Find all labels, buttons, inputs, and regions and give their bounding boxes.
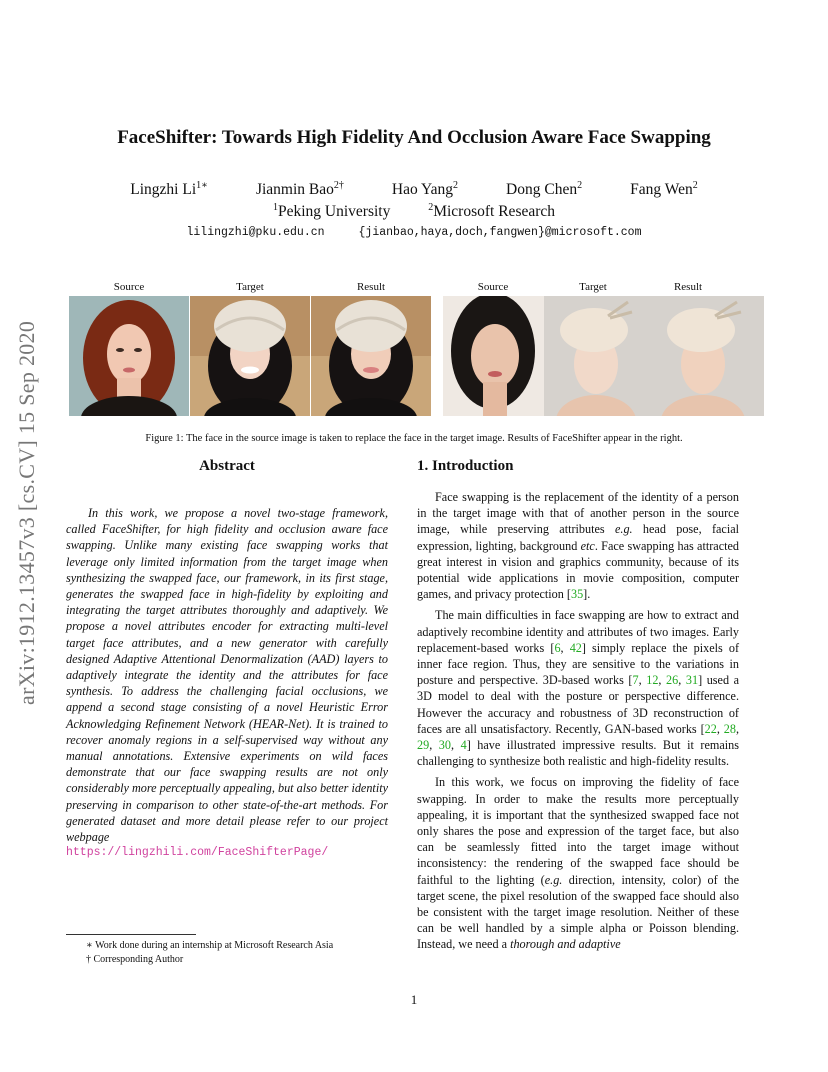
citation-link[interactable]: 4 xyxy=(460,738,467,753)
citation-link[interactable]: 31 xyxy=(685,673,699,688)
author: Fang Wen$^2$ xyxy=(630,180,698,199)
footnotes xyxy=(66,939,388,967)
figure-label-source: Source xyxy=(113,281,145,293)
figure-label-result: Result xyxy=(673,281,703,293)
result-face-photo-1 xyxy=(311,296,431,416)
page-number: 1 xyxy=(410,992,418,1007)
citation-link[interactable]: 7 xyxy=(632,673,639,688)
paper-title: FaceShifter: Towards High Fidelity And Occlusion Aware Face Swapping xyxy=(117,127,711,148)
figure-caption: Figure 1: The face in the source image is taken to replace the face in the target image. Results of FaceShifter appear in the right. xyxy=(145,433,683,444)
footnote: ∗ Work done during an internship at Microsoft Research Asia xyxy=(86,940,334,951)
author: Hao Yang$^2$ xyxy=(391,180,459,199)
author-list xyxy=(0,180,828,199)
citation-link[interactable]: 35 xyxy=(570,587,584,602)
target-face-photo-1 xyxy=(190,296,310,416)
intro-paragraph: In this work, we focus on improving the fidelity of face swapping. In order to make the results more perceptually appealing, it is important that the synthesized swapped face not only shares the pose and expression of the target face, but also can be seamlessly fitted into the target image without inconsistency: the rendering of the swapped face should be faithful to the lighting (e.g. direction, intensity, color) of the target scene, the pixel resolution of the swapped face should also be consistent with the target image resolution. Neither of these can be well handled by a simple alpha or Poisson blending. Instead, we need a thorough and adaptive xyxy=(417,775,739,952)
intro-body xyxy=(417,489,739,958)
author: Dong Chen$^2$ xyxy=(506,180,583,199)
citation-link[interactable]: 12 xyxy=(646,673,659,688)
intro-paragraph: Face swapping is the replacement of the identity of a person in the target image with that of another person in the source image, while preserving attributes e.g. head pose, facial expression, lighting, background etc. Face swapping has attracted great interest in vision and graphics community, because of its potential wide applications in movie composition, computer games, and privacy protection [35]. xyxy=(417,490,740,602)
arxiv-stamp: arXiv:1912.13457v3 [cs.CV] 15 Sep 2020 xyxy=(14,320,39,705)
figure-label-target: Target xyxy=(236,281,264,293)
citation-link[interactable]: 28 xyxy=(723,721,736,736)
abstract-body: In this work, we propose a novel two-stage framework, called FaceShifter, for high fidelity and occlusion aware face swapping. Unlike many existing face swapping works that leverage only limited information from the target image when synthesizing the swapped face, our framework, in its first stage, generates the swapped face in high-fidelity by exploiting and integrating the target attributes thoroughly and adaptively. We propose a novel attributes encoder for extracting multi-level target face attributes, and a new generator with carefully designed Adaptive Attentional Denormalization (AAD) layers to adaptively integrate the identity and the attributes for face synthesis. To address the challenging facial occlusions, we append a second stage consisting of a novel Heuristic Error Acknowledging Refinement Network (HEAR-Net). It is trained to recover anomaly regions in a self-supervised way without any manual annotations. Extensive experiments on wild faces demonstrate that our face swapping results are not only considerably more perceptually appealing, but also better identity preserving in comparison to other state-of-the-art methods. For generated dataset and more detail please refer to our project webpage https://lingzhili.com/FaceShifterPage/ xyxy=(66,505,388,861)
citation-link[interactable]: 42 xyxy=(569,640,582,655)
target-face-photo-2 xyxy=(544,296,645,416)
footnote-divider xyxy=(66,934,196,935)
intro-paragraph: The main difficulties in face swapping are how to extract and adaptively recombine identity and attributes of two images. Early replacement-based works [6, 42] simply replace the pixels of inner face region. Thus, they are sensitive to the variations in posture and perspective. 3D-based works [7, 12, 26, 31] used a 3D model to deal with the posture or perspective difference. However the accuracy and robustness of 3D reconstruction of faces are all unsatisfactory. Recently, GAN-based works [22, 28, 29, 30, 4] have illustrated impressive results. But it remains challenging to synthesize both realistic and high-fidelity results. xyxy=(417,608,740,769)
author: Lingzhi $Li^{1∗}$ xyxy=(130,180,208,199)
source-face-photo-1 xyxy=(69,296,189,416)
citation-link[interactable]: 26 xyxy=(666,673,679,688)
footnote: † Corresponding Author xyxy=(86,954,184,965)
figure-label-target: Target xyxy=(579,281,607,293)
author-emails: lilingzhi@pku.edu.cn {jianbao,haya,doch,fangwen}@microsoft.com xyxy=(186,226,642,239)
intro-heading: 1. Introduction xyxy=(417,458,514,474)
author: Jianmin Bao$^{2\dagger}$ xyxy=(255,180,344,199)
result-face-photo-2 xyxy=(645,296,764,416)
source-face-photo-2 xyxy=(443,296,544,416)
figure-label-source: Source xyxy=(477,281,509,293)
abstract-heading: Abstract xyxy=(199,458,255,474)
project-link[interactable]: https://lingzhili.com/FaceShifterPage/ xyxy=(66,846,329,860)
citation-link[interactable]: 6 xyxy=(554,640,561,655)
citation-link[interactable]: 30 xyxy=(438,738,451,753)
affiliations: $^1$Peking University $^2$Microsoft Research xyxy=(272,202,556,221)
citation-link[interactable]: 29 xyxy=(417,738,430,753)
figure-label-result: Result xyxy=(356,281,386,293)
citation-link[interactable]: 22 xyxy=(704,721,717,736)
